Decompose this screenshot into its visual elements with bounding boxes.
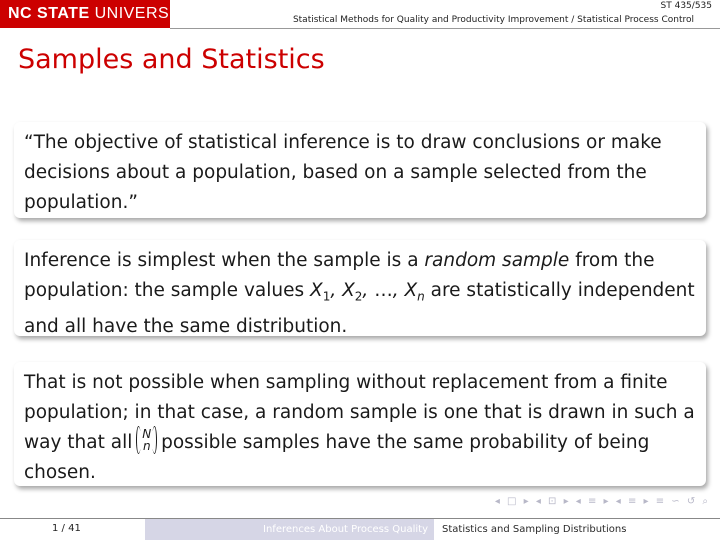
beamer-navigation-icons[interactable]: ◂ □ ▸ ◂ ⊡ ▸ ◂ ≡ ▸ ◂ ≡ ▸ ≡ ∽ ↺ ⌕ (494, 496, 710, 507)
footer-section-title[interactable]: Inferences About Process Quality (145, 519, 434, 540)
slide-title: Samples and Statistics (18, 44, 325, 75)
block2-text-before: Inference is simplest when the sample is a (24, 250, 425, 271)
sample-values-math: $X_1$, $X_2$, …, $X_n$ (310, 280, 425, 304)
quote-text: “The objective of statistical inference is to draw conclusions or make decisions about a population, based on a sample selected from the population.” (24, 132, 662, 213)
block2-text-after: are statistically independent and all have the same distribution. (24, 280, 695, 337)
footer-subsection-title[interactable]: Statistics and Sampling Distributions (434, 519, 720, 540)
logo-bold-text: NC STATE (8, 5, 90, 22)
block2-text-middle: from the population: the sample values (24, 250, 655, 301)
random-sample-emphasis: random sample (424, 250, 570, 271)
course-code: ST 435/535 (660, 1, 712, 11)
footer (0, 518, 720, 541)
binom-top: N (142, 427, 152, 441)
quote-block (14, 122, 706, 218)
header (0, 0, 720, 30)
block3-text-before: That is not possible when sampling without replacement from a finite population; in that case, a random sample is one that is drawn in such a way that all (24, 372, 695, 453)
block3-text-after: possible samples have the same probability of being chosen. (24, 432, 650, 483)
university-logo (0, 0, 196, 28)
course-title: Statistical Methods for Quality and Productivity Improvement / Statistical Process Control (292, 15, 694, 25)
binom-bottom: n (142, 439, 151, 453)
random-sample-block (14, 240, 706, 336)
header-divider (170, 28, 720, 29)
page-number: 1 / 41 (52, 523, 81, 534)
without-replacement-block (14, 362, 706, 486)
logo-rest-text: UNIVERSITY (94, 5, 196, 22)
binomial-coefficient (138, 428, 155, 452)
